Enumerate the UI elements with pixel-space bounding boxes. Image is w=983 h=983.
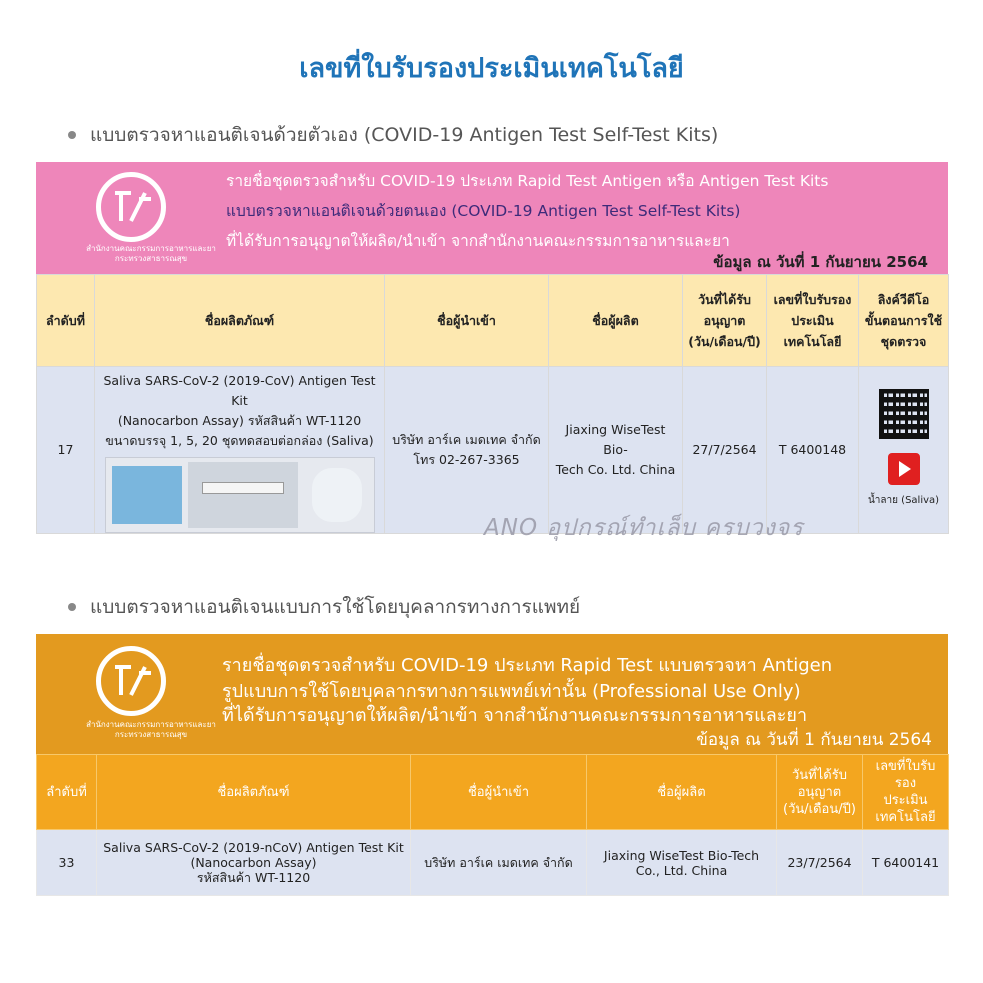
header-cert-3: เทคโนโลยี — [783, 334, 842, 349]
product-line-3: รหัสสินค้า WT-1120 — [196, 870, 311, 885]
fda-logo-caption-1: สำนักงานคณะกรรมการอาหารและยา — [86, 244, 216, 253]
table-row — [37, 367, 949, 534]
header-permit-date-2: อนุญาต — [797, 784, 842, 800]
header-manufacturer: ชื่อผู้ผลิต — [549, 275, 683, 367]
youtube-play-icon[interactable] — [888, 453, 920, 485]
banner1-line3: ที่ได้รับการอนุญาตให้ผลิต/นำเข้า จากสำนักงานคณะกรรมการอาหารและยา — [226, 232, 730, 250]
bullet-icon — [68, 603, 76, 611]
fda-logo — [36, 162, 216, 274]
fda-logo-caption-2: กระทรวงสาธารณสุข — [114, 254, 188, 263]
cell-importer: บริษัท อาร์เค เมดเทค จำกัด — [411, 830, 587, 896]
section1-heading-text: แบบตรวจหาแอนติเจนด้วยตัวเอง (COVID-19 Antigen Test Self-Test Kits) — [90, 124, 719, 146]
cell-importer — [385, 367, 549, 534]
product-line-2: (Nanocarbon Assay) รหัสสินค้า WT-1120 — [117, 413, 362, 428]
header-video-3: ชุดตรวจ — [880, 334, 927, 349]
product-line-1: Saliva SARS-CoV-2 (2019-CoV) Antigen Test Kit — [103, 373, 376, 408]
section1-heading — [68, 120, 718, 150]
watermark: ANO อุปกรณ์ทำเล็บ ครบวงจร — [484, 515, 804, 541]
cell-product — [97, 830, 411, 896]
fda-logo-icon — [96, 646, 166, 716]
bullet-icon — [68, 131, 76, 139]
header-manufacturer: ชื่อผู้ผลิต — [587, 755, 777, 830]
banner2-line2: รูปแบบการใช้โดยบุคลากรทางการแพทย์เท่านั้น (Professional Use Only) — [222, 681, 801, 702]
header-importer: ชื่อผู้นำเข้า — [385, 275, 549, 367]
product-image — [105, 457, 375, 533]
header-no: ลำดับที่ — [37, 755, 97, 830]
header-video — [859, 275, 949, 367]
header-cert — [767, 275, 859, 367]
table-header-row — [37, 755, 949, 830]
header-cert — [863, 755, 949, 830]
banner2-line3: ที่ได้รับการอนุญาตให้ผลิต/นำเข้า จากสำนักงานคณะกรรมการอาหารและยา — [222, 705, 808, 726]
cell-manufacturer — [549, 367, 683, 534]
page-title: เลขที่ใบรับรองประเมินเทคโนโลยี — [299, 53, 684, 84]
header-cert-1: เลขที่ใบรับรอง — [773, 292, 852, 307]
header-permit-date-3: (วัน/เดือน/ปี) — [783, 801, 856, 817]
header-permit-date-2: อนุญาต — [703, 313, 746, 328]
header-permit-date-1: วันที่ได้รับ — [792, 767, 847, 783]
qr-code-icon[interactable] — [879, 389, 929, 439]
cell-no: 33 — [37, 830, 97, 896]
cell-manufacturer — [587, 830, 777, 896]
section2-heading-text: แบบตรวจหาแอนติเจนแบบการใช้โดยบุคลากรทางการแพทย์ — [90, 596, 581, 618]
cell-video — [859, 367, 949, 534]
header-permit-date — [777, 755, 863, 830]
manufacturer-line-1: Jiaxing WiseTest Bio-Tech — [603, 847, 760, 863]
section2-heading — [68, 592, 580, 622]
header-permit-date-1: วันที่ได้รับ — [698, 292, 751, 307]
importer-line-1: บริษัท อาร์เค เมดเทค จำกัด — [392, 432, 541, 447]
manufacturer-line-2: Tech Co. Ltd. China — [555, 462, 676, 477]
table-row — [37, 830, 949, 896]
section2-banner — [36, 634, 948, 754]
cell-cert: T 6400148 — [767, 367, 859, 534]
fda-logo — [36, 634, 216, 746]
header-cert-3: เทคโนโลยี — [875, 810, 936, 825]
product-line-1: Saliva SARS-CoV-2 (2019-nCoV) Antigen Test Kit — [103, 840, 404, 855]
section1-banner — [36, 162, 948, 274]
header-permit-date-3: (วัน/เดือน/ปี) — [688, 334, 761, 349]
product-line-2: (Nanocarbon Assay) — [190, 855, 317, 870]
cell-product — [95, 367, 385, 534]
header-video-1: ลิงค์วีดีโอ — [877, 292, 930, 307]
banner2-date: ข้อมูล ณ วันที่ 1 กันยายน 2564 — [696, 730, 932, 750]
cell-no: 17 — [37, 367, 95, 534]
banner1-date: ข้อมูล ณ วันที่ 1 กันยายน 2564 — [713, 253, 928, 271]
banner1-line2: แบบตรวจหาแอนติเจนด้วยตนเอง (COVID-19 Antigen Test Self-Test Kits) — [226, 202, 741, 220]
header-cert-1: เลขที่ใบรับรอง — [875, 759, 936, 791]
fda-logo-icon — [96, 172, 166, 242]
product-line-3: ขนาดบรรจุ 1, 5, 20 ชุดทดสอบต่อกล่อง (Saliva) — [105, 433, 374, 448]
manufacturer-line-1: Jiaxing WiseTest Bio- — [565, 422, 666, 457]
header-cert-2: ประเมิน — [883, 793, 928, 808]
fda-logo-caption-1: สำนักงานคณะกรรมการอาหารและยา — [86, 720, 216, 729]
cell-cert: T 6400141 — [863, 830, 949, 896]
header-product: ชื่อผลิตภัณฑ์ — [95, 275, 385, 367]
manufacturer-line-2: Co., Ltd. China — [635, 862, 728, 878]
fda-logo-caption-2: กระทรวงสาธารณสุข — [114, 730, 188, 739]
header-no: ลำดับที่ — [37, 275, 95, 367]
header-video-2: ขั้นตอนการใช้ — [864, 313, 943, 328]
self-test-table — [36, 274, 949, 534]
banner2-line1: รายชื่อชุดตรวจสำหรับ COVID-19 ประเภท Rapid Test แบบตรวจหา Antigen — [222, 655, 833, 676]
header-permit-date — [683, 275, 767, 367]
cell-permit-date: 23/7/2564 — [777, 830, 863, 896]
header-importer: ชื่อผู้นำเข้า — [411, 755, 587, 830]
table-header-row — [37, 275, 949, 367]
professional-use-table — [36, 754, 949, 896]
video-caption: น้ำลาย (Saliva) — [867, 495, 940, 506]
header-product: ชื่อผลิตภัณฑ์ — [97, 755, 411, 830]
importer-line-2: โทร 02-267-3365 — [413, 452, 520, 467]
cell-permit-date: 27/7/2564 — [683, 367, 767, 534]
header-cert-2: ประเมิน — [791, 313, 834, 328]
banner1-line1: รายชื่อชุดตรวจสำหรับ COVID-19 ประเภท Rapid Test Antigen หรือ Antigen Test Kits — [226, 172, 829, 190]
